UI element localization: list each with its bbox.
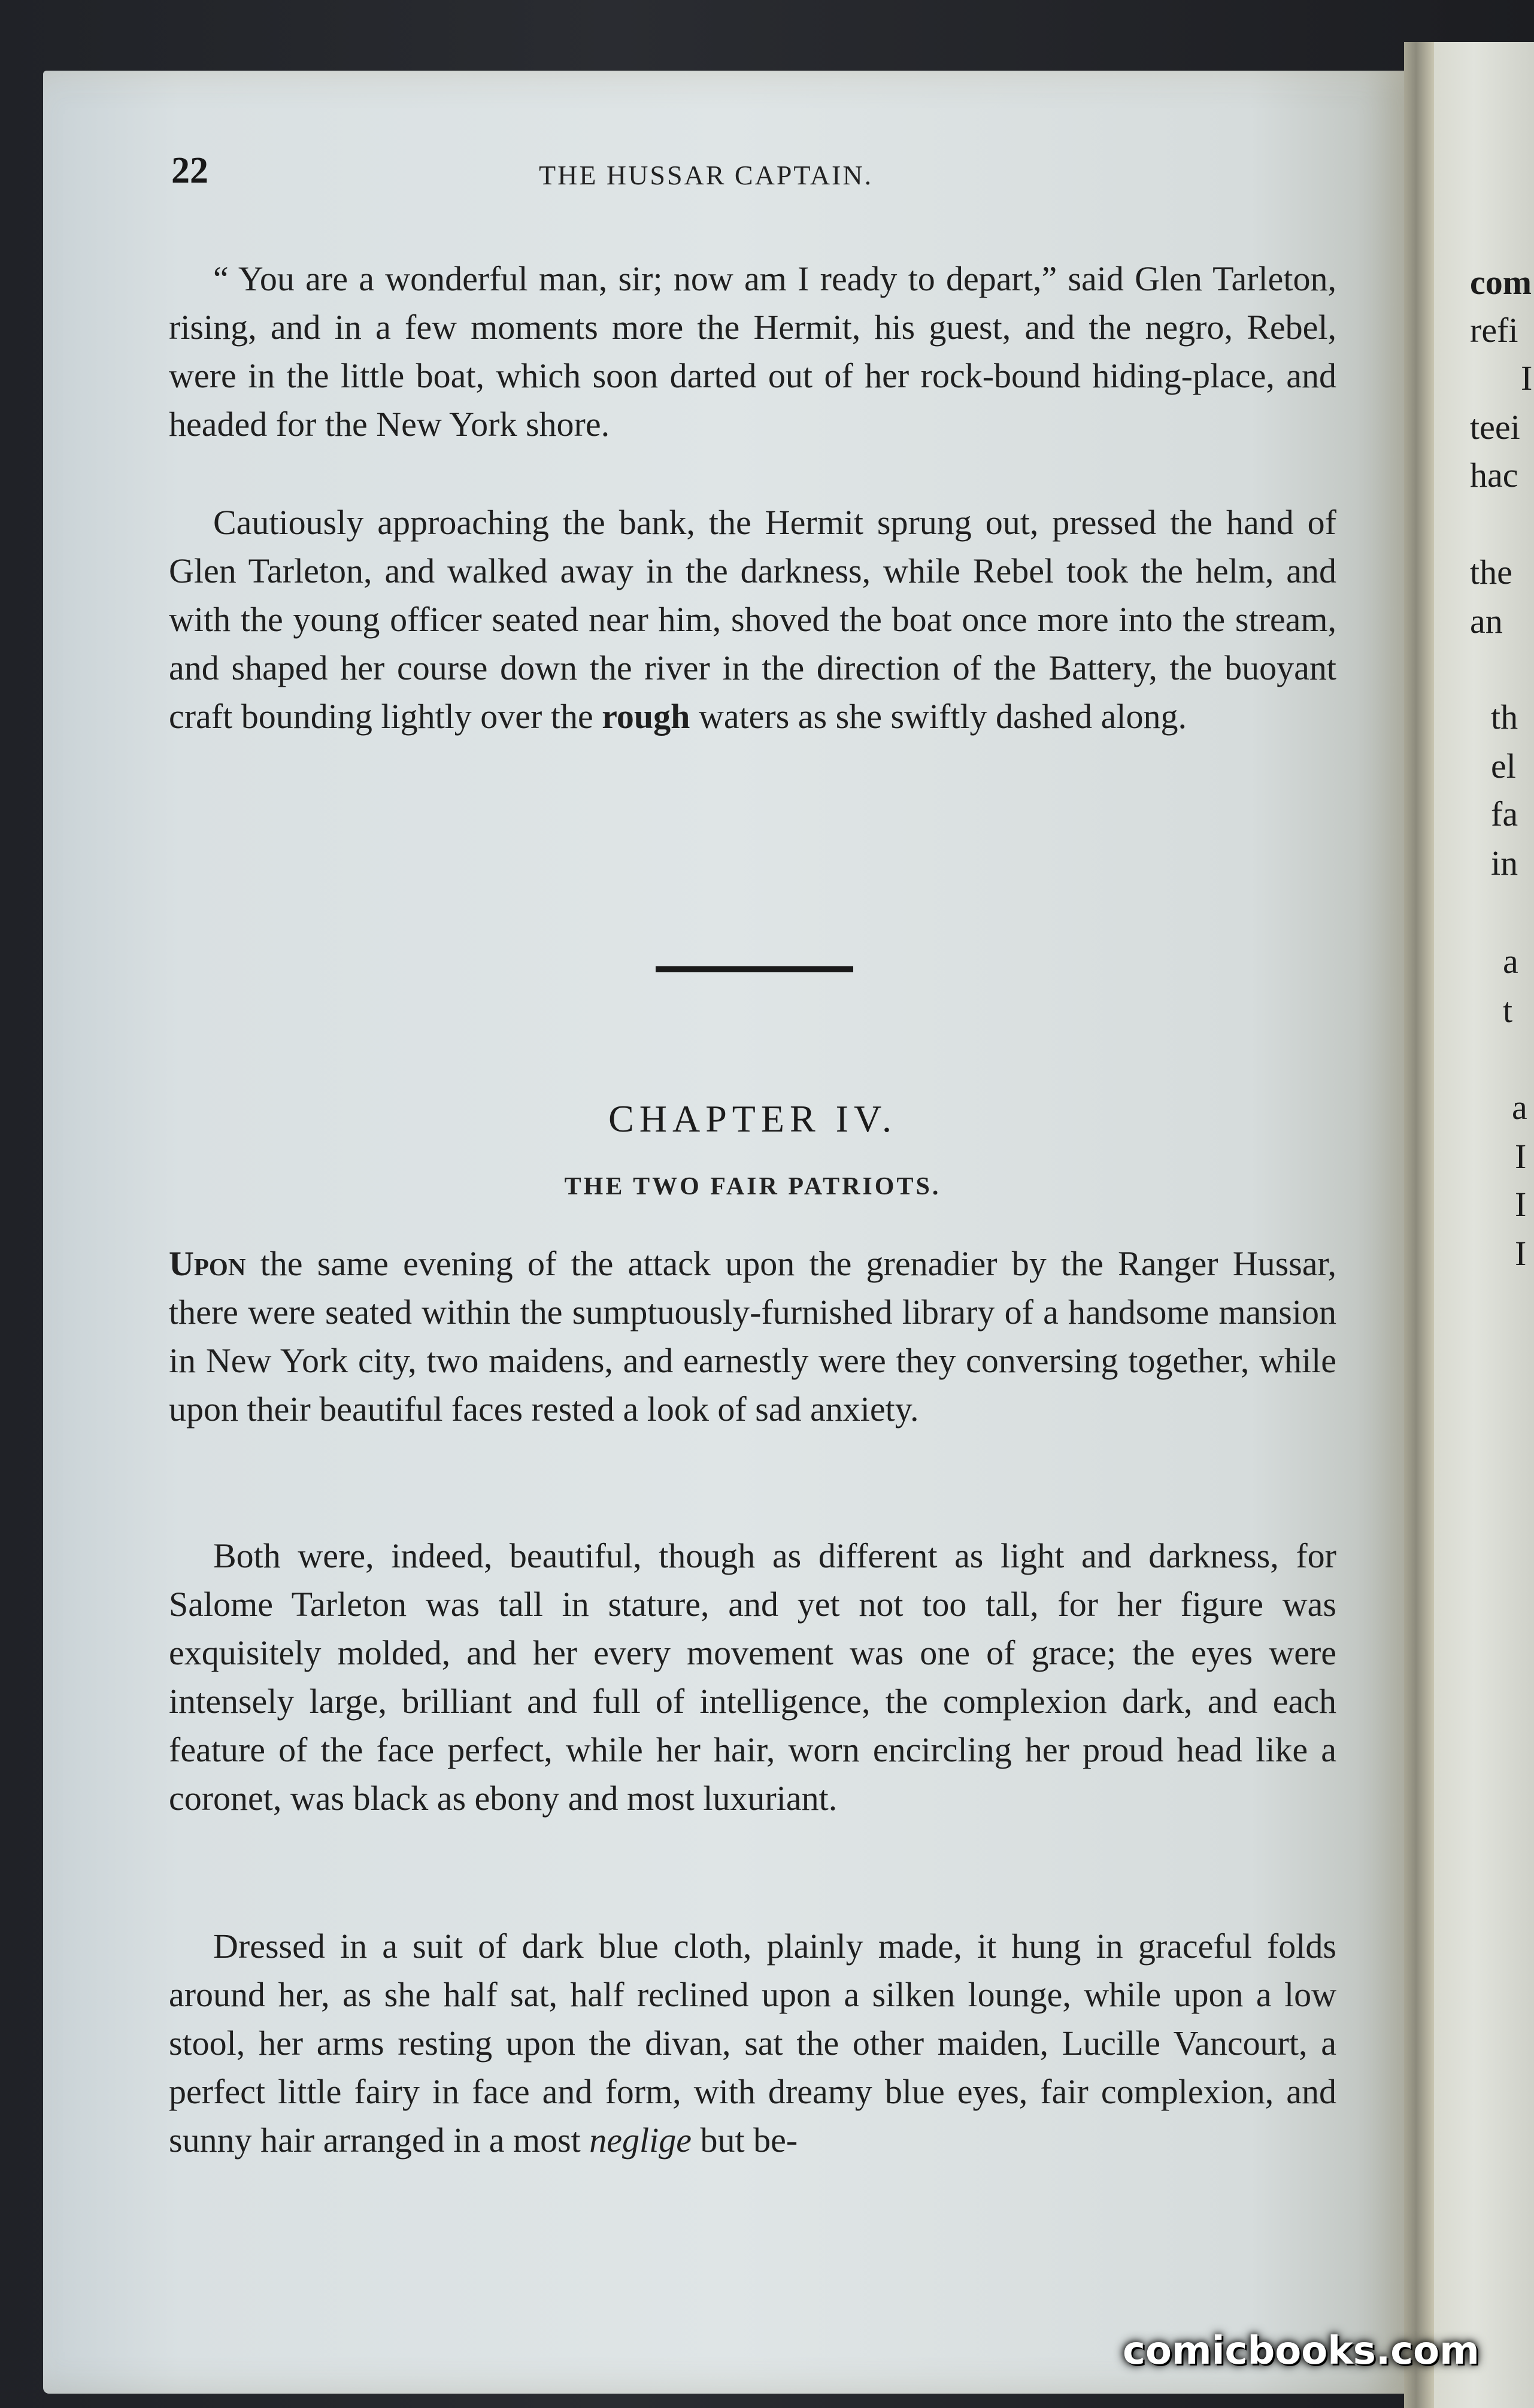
watermark: comicbooks.com	[1123, 2329, 1480, 2373]
paragraph-text: waters as she swiftly dashed along.	[698, 697, 1187, 736]
paragraph-text: “ You are a wonderful man, sir; now am I ready to depart,” said Glen Tarleton, rising, and in a few moments more the Hermit, his guest, and the negro, Rebel, were in the little boat, which soon darted out of her rock-bound hiding-place, and headed for the New York shore.	[169, 259, 1336, 444]
paragraph-text: the same evening of the attack upon the grenadier by the Ranger Hussar, there were seated within the sumptuously-furnished library of a handsome mansion in New York city, two maidens, and earnestly were they conversing together, while upon their beautiful faces rested a look of sad anxiety.	[169, 1244, 1337, 1429]
facing-page-fragment: a	[1503, 942, 1518, 981]
book-gutter	[1404, 42, 1434, 2408]
paragraph	[169, 254, 1336, 448]
paragraph-text: Both were, indeed, beautiful, though as different as light and darkness, for Salome Tarleton was tall in stature, and yet not too tall, for her figure was exquisitely molded, and her every movement was one of grace; the eyes were intensely large, brilliant and full of intelligence, the complexion dark, and each feature of the face perfect, while her hair, worn encircling her proud head like a coronet, was black as ebony and most luxuriant.	[169, 1536, 1336, 1818]
paragraph	[169, 1531, 1336, 1822]
paragraph	[169, 1922, 1336, 2164]
facing-page-fragment: fa	[1491, 794, 1518, 833]
facing-page-fragment: com	[1470, 263, 1532, 302]
facing-page-fragment: el	[1491, 747, 1516, 786]
facing-page-fragment: teei	[1470, 408, 1520, 447]
paragraph-text: Dressed in a suit of dark blue cloth, plainly made, it hung in graceful folds around her, as she half sat, half reclined upon a silken lounge, while upon a low stool, her arms resting upon the divan, sat the other maiden, Lucille Vancourt, a perfect little fairy in face and form, with dreamy blue eyes, fair complexion, and sunny hair arranged in a most	[169, 1927, 1336, 2160]
chapter-subtitle: THE TWO FAIR PATRIOTS.	[564, 1173, 941, 1200]
bold-word: rough	[602, 697, 690, 736]
page-number: 22	[171, 150, 208, 191]
facing-page	[1434, 42, 1534, 2408]
italic-word: neglige	[589, 2121, 692, 2160]
facing-page-fragment: th	[1491, 697, 1518, 736]
facing-page-fragment: the	[1470, 553, 1512, 592]
paragraph	[169, 498, 1336, 741]
facing-page-fragment: a	[1512, 1088, 1527, 1127]
paragraph-text: but be-	[700, 2121, 798, 2160]
facing-page-fragment: in	[1491, 844, 1518, 882]
chapter-heading: CHAPTER IV.	[608, 1097, 897, 1140]
facing-page-fragment: hac	[1470, 456, 1518, 495]
facing-page-fragment: I	[1515, 1185, 1527, 1224]
facing-page-fragment: I	[1515, 1234, 1527, 1273]
facing-page-fragment: an	[1470, 602, 1503, 641]
running-title: THE HUSSAR CAPTAIN.	[539, 160, 874, 190]
facing-page-fragment: I	[1515, 1137, 1527, 1176]
facing-page-fragment: I	[1521, 359, 1533, 398]
facing-page-fragment: refi	[1470, 311, 1518, 350]
paragraph-text: Cautiously approaching the bank, the Hermit sprung out, pressed the hand of Glen Tarleton, and walked away in the darkness, while Rebel took the helm, and with the young officer seated near him, shoved the boat once more into the stream, and shaped her course down the river in the direction of the Battery, the buoyant craft bounding lightly over the	[169, 503, 1336, 736]
section-divider	[656, 966, 853, 972]
paragraph	[169, 1239, 1336, 1433]
chapter-opening-word: Upon	[169, 1244, 246, 1283]
facing-page-fragment: t	[1503, 991, 1513, 1030]
